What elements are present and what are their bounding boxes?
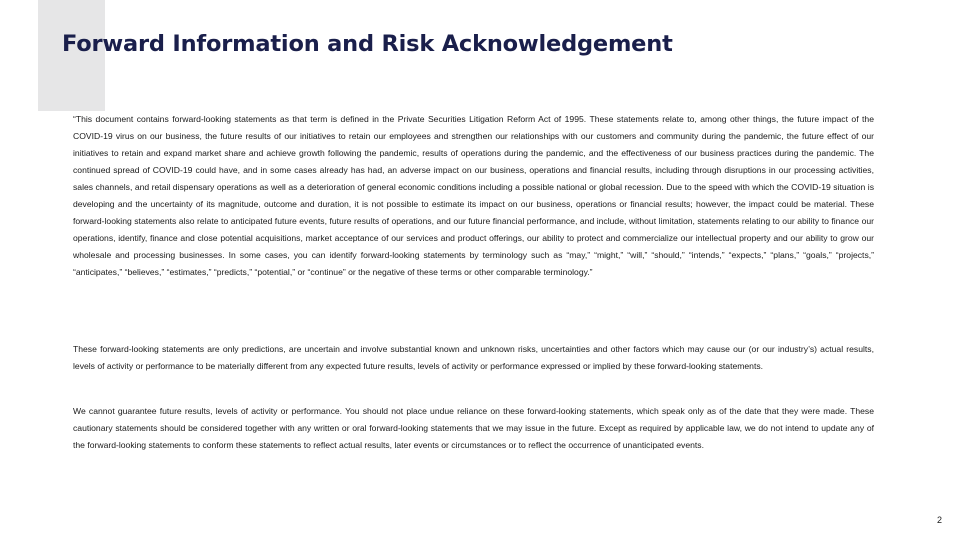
no-guarantee-paragraph: We cannot guarantee future results, levels of activity or performance. You should not place undue reliance on these forward-looking statements, which speak only as of the date that they were made. These cautionary statements should be considered together with any written or oral forward-looking statements that we may issue in the future. Except as required by applicable law, we do not intend to update any of the forward-looking statements to conform these statements to reflect actual results, later events or circumstances or to reflect the occurrence of unanticipated events. (73, 406, 874, 450)
risk-predictions-paragraph: These forward-looking statements are only predictions, are uncertain and involve substantial known and unknown risks, uncertainties and other factors which may cause our (or our industry’s) actual results, levels of activity or performance to be materially different from any expected future results, levels of activity or performance expressed or implied by these forward-looking statements. (73, 344, 874, 371)
slide-title: Forward Information and Risk Acknowledgement (62, 31, 673, 57)
forward-looking-statement-paragraph: “This document contains forward-looking statements as that term is defined in the Private Securities Litigation Reform Act of 1995. These statements relate to, among other things, the future impact of the COVID-19 virus on our business, the future results of our initiatives to retain our employees and strengthen our relationships with our customers and community during the pandemic, the future effect of our initiatives to retain and expand market share and achieve growth following the pandemic, results of operations during the pandemic, and the effectiveness of our business practices during the pandemic. The continued spread of COVID-19 could have, and in some cases already has had, an adverse impact on our business, operations and financial results, including through disruptions in our processing activities, sales channels, and retail dispensary operations as well as a deterioration of general economic conditions including a possible national or global recession. Due to the speed with which the COVID-19 situation is developing and the uncertainty of its magnitude, outcome and duration, it is not possible to estimate its impact on our business, operations or financial results; however, the impact could be material. These forward-looking statements also relate to anticipated future events, future results of operations, and our future financial performance, and include, without limitation, statements relating to our ability to finance our operations, identify, finance and close potential acquisitions, market acceptance of our services and product offerings, our ability to protect and commercialize our intellectual property and our ability to grow our wholesale and processing businesses. In some cases, you can identify forward-looking statements by terminology such as “may,” “might,” “will,” “should,” “intends,” “expects,” “plans,” “goals,” “projects,” “anticipates,” “believes,” “estimates,” “predicts,” “potential,” or “continue” or the negative of these terms or other comparable terminology.” (73, 114, 874, 277)
page-number: 2 (936, 515, 942, 525)
